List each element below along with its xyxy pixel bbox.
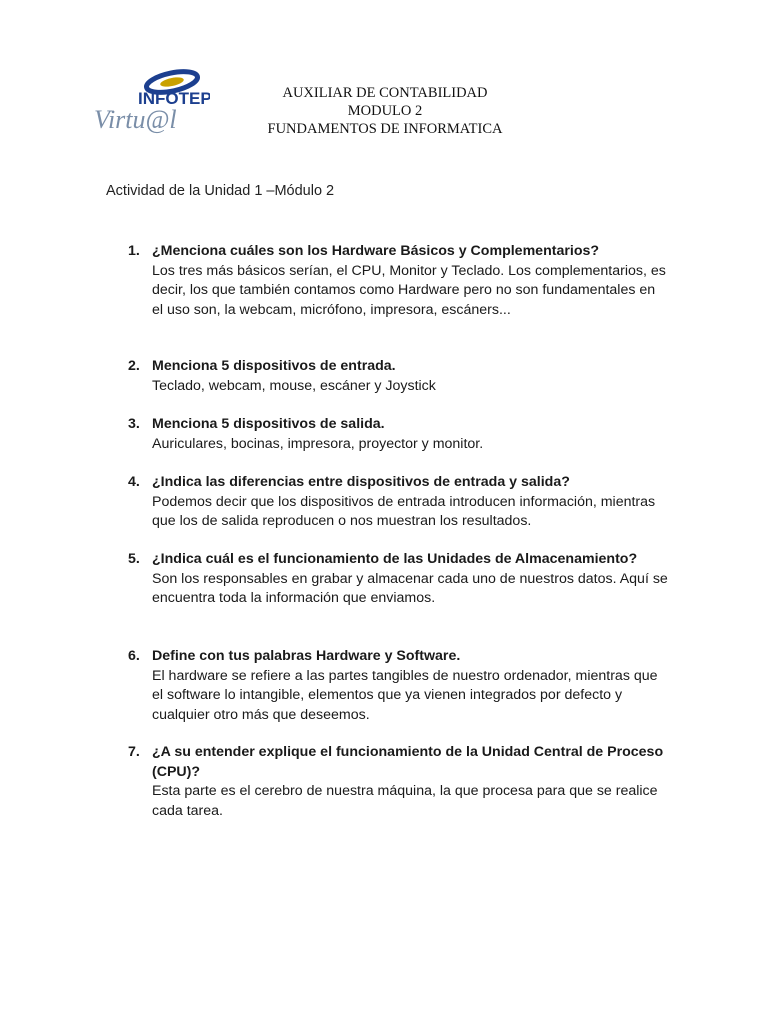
question-item-5 (128, 550, 668, 609)
activity-title: Actividad de la Unidad 1 –Módulo 2 (106, 183, 335, 199)
item-number: 3. (128, 416, 140, 432)
question-item-7 (128, 743, 668, 821)
question-item-6 (128, 647, 668, 725)
logo-text-infotep: INFOTEP (138, 89, 210, 108)
answer-text: Podemos decir que los dispositivos de entrada introducen información, mientras que los de salida reproducen o nos muestran los resultados. (152, 493, 656, 529)
header-subject: FUNDAMENTOS DE INFORMATICA (267, 121, 503, 137)
item-number: 2. (128, 358, 140, 374)
question-text: Menciona 5 dispositivos de entrada. (152, 358, 396, 374)
infotep-virtual-logo (90, 68, 210, 136)
logo-graphic (90, 68, 210, 136)
item-number: 5. (128, 551, 140, 567)
item-number: 1. (128, 243, 140, 259)
answer-text: Son los responsables en grabar y almacenar cada uno de nuestros datos. Aquí se encuentra toda la información que enviamos. (152, 570, 668, 606)
item-number: 6. (128, 648, 140, 664)
answer-text: Los tres más básicos serían, el CPU, Monitor y Teclado. Los complementarios, es decir, los que también contamos como Hardware pero no son fundamentales en el uso son, la webcam, micrófono, impresora, escáners... (152, 262, 666, 318)
question-item-2 (128, 357, 668, 396)
item-number: 4. (128, 474, 140, 490)
question-text: ¿A su entender explique el funcionamiento de la Unidad Central de Proceso (CPU)? (152, 744, 664, 780)
item-number: 7. (128, 744, 140, 760)
question-item-4 (128, 473, 668, 532)
document-header (240, 84, 530, 138)
header-module: MODULO 2 (347, 103, 423, 119)
question-text: Define con tus palabras Hardware y Software. (152, 648, 461, 664)
question-item-1 (128, 242, 668, 320)
header-course: AUXILIAR DE CONTABILIDAD (282, 85, 488, 101)
answer-text: Auriculares, bocinas, impresora, proyector y monitor. (152, 435, 484, 452)
question-text: ¿Menciona cuáles son los Hardware Básicos y Complementarios? (152, 243, 600, 259)
question-text: ¿Indica cuál es el funcionamiento de las Unidades de Almacenamiento? (152, 551, 638, 567)
logo-text-virtual: Virtu@l (94, 105, 177, 134)
question-item-3 (128, 415, 668, 454)
answer-text: Teclado, webcam, mouse, escáner y Joystick (152, 377, 436, 394)
question-text: ¿Indica las diferencias entre dispositivos de entrada y salida? (152, 474, 570, 490)
answer-text: El hardware se refiere a las partes tangibles de nuestro ordenador, mientras que el software lo intangible, elementos que ya vienen integrados por defecto y cualquier otro más que deseemos. (152, 667, 658, 723)
question-text: Menciona 5 dispositivos de salida. (152, 416, 385, 432)
answer-text: Esta parte es el cerebro de nuestra máquina, la que procesa para que se realice cada tarea. (152, 783, 658, 819)
